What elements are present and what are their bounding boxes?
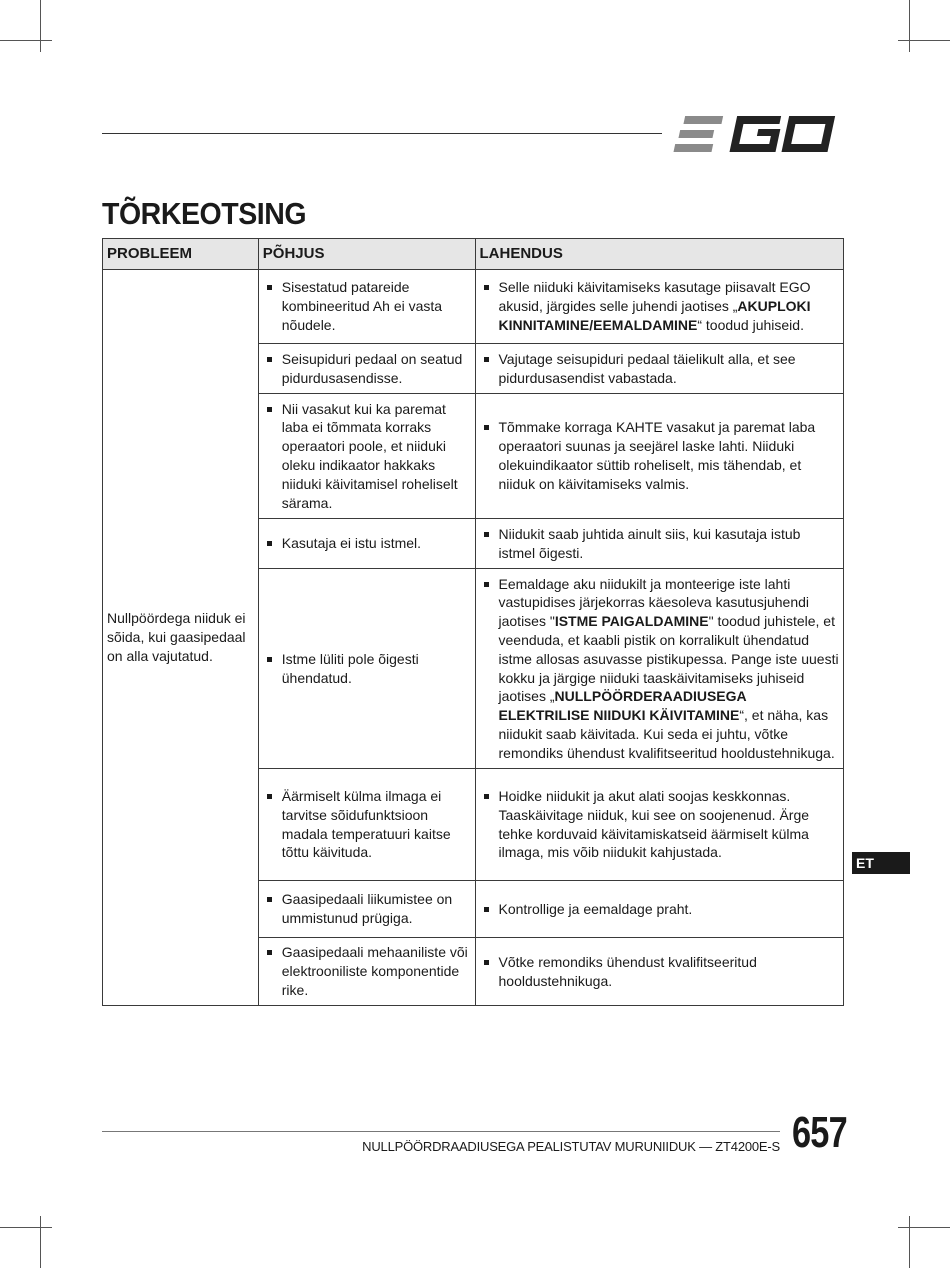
cause-text: Seisupiduri pedaal on seatud pidurdusasendisse. [265, 350, 471, 388]
solution-text: Vajutage seisupiduri pedaal täielikult alla, et see pidurdusasendist vabastada. [482, 350, 840, 388]
crop-mark [40, 1216, 41, 1268]
header-rule [102, 133, 662, 134]
solution-cell [475, 938, 844, 1006]
table-row [103, 270, 844, 344]
solution-cell [475, 394, 844, 519]
solution-text: Niidukit saab juhtida ainult siis, kui kasutaja istub istmel õigesti. [482, 525, 840, 563]
column-header-solution: LAHENDUS [475, 239, 844, 270]
solution-text: Selle niiduki käivitamiseks kasutage piisavalt EGO akusid, järgides selle juhendi jaotises „AKUPLOKI KINNITAMINE/EEMALDAMINE“ toodud juhiseid. [482, 278, 840, 334]
solution-cell [475, 569, 844, 769]
crop-mark [0, 1227, 52, 1228]
cause-text: Sisestatud patareide kombineeritud Ah ei vasta nõudele. [265, 278, 471, 334]
solution-cell [475, 881, 844, 938]
solution-cell [475, 344, 844, 394]
crop-mark [0, 40, 52, 41]
table-header-row [103, 239, 844, 270]
crop-mark [898, 40, 950, 41]
solution-cell [475, 519, 844, 569]
cause-text: Kasutaja ei istu istmel. [265, 534, 471, 553]
cause-text: Gaasipedaali liikumistee on ummistunud prügiga. [265, 890, 471, 928]
cause-text: Gaasipedaali mehaaniliste või elektrooniliste komponentide rike. [265, 943, 471, 999]
page-number: 657 [792, 1108, 847, 1157]
page-title: TÕRKEOTSING [102, 196, 307, 231]
problem-cell: Nullpöördega niiduk ei sõida, kui gaasipedaal on alla vajutatud. [103, 270, 259, 1006]
cause-cell [258, 569, 475, 769]
footer-rule [102, 1131, 780, 1132]
cause-text: Nii vasakut kui ka paremat laba ei tõmmata korraks operaatori poole, et niiduki oleku indikaator hakkaks niiduki käivitamisel roheliselt särama. [265, 400, 471, 513]
crop-mark [909, 1216, 910, 1268]
cause-cell [258, 344, 475, 394]
cause-text: Äärmiselt külma ilmaga ei tarvitse sõidufunktsioon madala temperatuuri kaitse tõttu käivituda. [265, 787, 471, 862]
language-tab: ET [852, 852, 910, 874]
cause-cell [258, 769, 475, 881]
cause-cell [258, 938, 475, 1006]
solution-text: Võtke remondiks ühendust kvalifitseeritud hooldustehnikuga. [482, 953, 840, 991]
footer-text: NULLPÖÖRDRAADIUSEGA PEALISTUTAV MURUNIIDUK — ZT4200E-S [362, 1139, 780, 1154]
crop-mark [909, 0, 910, 52]
troubleshooting-table [102, 238, 844, 1006]
solution-text: Kontrollige ja eemaldage praht. [482, 900, 840, 919]
solution-cell [475, 769, 844, 881]
column-header-cause: PÕHJUS [258, 239, 475, 270]
cause-cell [258, 881, 475, 938]
cause-cell [258, 394, 475, 519]
cause-cell [258, 270, 475, 344]
cause-text: Istme lüliti pole õigesti ühendatud. [265, 650, 471, 688]
crop-mark [898, 1227, 950, 1228]
ego-logo [672, 112, 844, 156]
cause-cell [258, 519, 475, 569]
crop-mark [40, 0, 41, 52]
solution-text: Eemaldage aku niidukilt ja monteerige iste lahti vastupidises järjekorras käesoleva kasutusjuhendi jaotises "ISTME PAIGALDAMINE" toodud juhistele, et veenduda, et kaabli pistik on korralikult ühendatud istme allosas asuvasse pistikupessa. Pange iste uuesti kokku ja järgige niiduki taaskäivitamiseks juhiseid jaotises „NULLPÖÖRDERAADIUSEGA ELEKTRILISE NIIDUKI KÄIVITAMINE“, et näha, kas niidukit saab käivitada. Kui seda ei juhtu, võtke remondiks ühendust kvalifitseeritud hooldustehnikuga. [482, 575, 840, 763]
solution-text: Tõmmake korraga KAHTE vasakut ja paremat laba operaatori suunas ja seejärel laske lahti. Niiduki olekuindikaator süttib roheliselt, mis tähendab, et niiduk on käivitamiseks valmis. [482, 418, 840, 493]
column-header-problem: PROBLEEM [103, 239, 259, 270]
solution-cell [475, 270, 844, 344]
solution-text: Hoidke niidukit ja akut alati soojas keskkonnas. Taaskäivitage niiduk, kui see on soojenenud. Ärge tehke korduvaid käivitamiskatseid äärmiselt külma ilmaga, mis võib niidukit kahjustada. [482, 787, 840, 862]
